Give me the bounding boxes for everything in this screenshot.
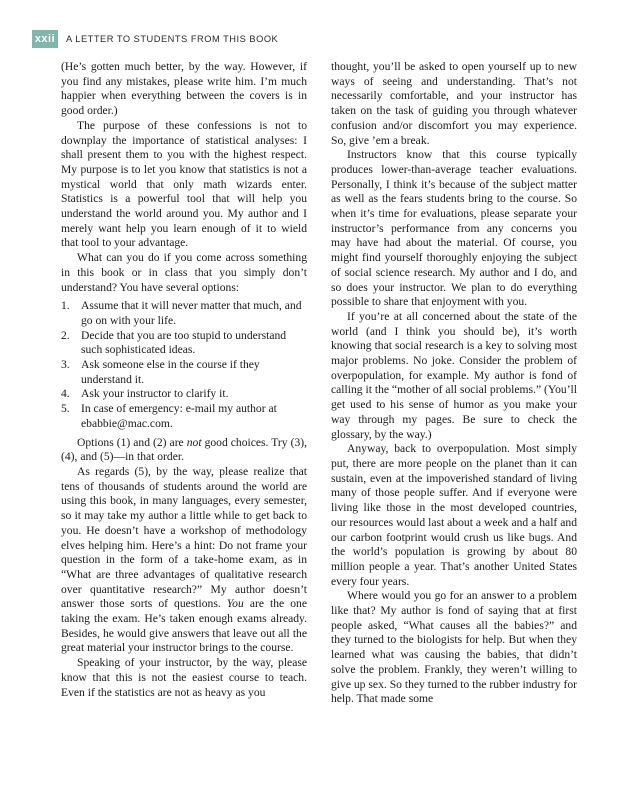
list-item-text: In case of emergency: e-mail my author at ebabbie@mac.com. bbox=[81, 402, 277, 430]
list-item-number: 3. bbox=[61, 358, 70, 372]
list-item-text: Ask your instructor to clarify it. bbox=[81, 387, 229, 401]
text-run: good choices. Try (3), (4), and (5)—in that order. bbox=[61, 435, 308, 464]
paragraph: Speaking of your instructor, by the way, please know that this is not the easiest course to teach. Even if the statistics are not as heavy as you bbox=[61, 656, 307, 699]
options-list bbox=[61, 299, 307, 431]
list-item-number: 4. bbox=[61, 387, 70, 401]
left-column bbox=[61, 60, 307, 700]
page-header bbox=[32, 30, 278, 48]
paragraph: (He’s gotten much better, by the way. However, if you find any mistakes, please write him. I’m much happier when everything between the covers is in good order.) bbox=[61, 60, 307, 118]
list-item-text: Decide that you are too stupid to understand such sophisticated ideas. bbox=[81, 328, 287, 357]
paragraph: What can you do if you come across something in this book or in class that you simply don’t understand? You have several options: bbox=[61, 251, 307, 294]
emphasis: You bbox=[226, 597, 244, 611]
list-item bbox=[61, 329, 307, 358]
list-item-number: 1. bbox=[61, 299, 70, 313]
text-run: Options (1) and (2) are bbox=[77, 435, 187, 449]
list-item-number: 2. bbox=[61, 328, 70, 342]
paragraph bbox=[61, 436, 307, 465]
list-item bbox=[61, 299, 307, 328]
text-run: are the one taking the exam. He’s taken enough exams already. Besides, he would give answers that leave out all the great material your instructor brings to the course. bbox=[61, 597, 307, 655]
list-item-text: Assume that it will never matter that much, and go on with your life. bbox=[81, 299, 302, 327]
paragraph: Anyway, back to overpopulation. Most simply put, there are more people on the planet than it can sustain, even at the impoverished standard of living many of those people suffer. And if everyone were living like those in the most developed countries, our resources would last about a week and a half and our carbon footprint would crush us like bugs. And the world’s population is growing by about 80 million people a year. That’s another United States every four years. bbox=[331, 442, 577, 588]
running-head: A LETTER TO STUDENTS FROM THIS BOOK bbox=[66, 34, 279, 44]
paragraph bbox=[61, 465, 307, 656]
paragraph: thought, you’ll be asked to open yourself up to new ways of seeing and understanding. That’s not necessarily comfortable, and your instructor has taken on the task of guiding you through whatever confusion and/or discomfort you may experience. So, give ’em a break. bbox=[331, 60, 577, 147]
list-item bbox=[61, 402, 307, 431]
list-item bbox=[61, 358, 307, 387]
emphasis: not bbox=[186, 435, 202, 449]
paragraph: Instructors know that this course typically produces lower-than-average teacher evaluations. Personally, I think it’s because of the subject matter as well as the fears students bring to the course. So when it’s time for evaluations, please separate your instructor’s performance from any concerns you may have had about the material. Of course, you might find yourself thoroughly enjoying the subject of social science research. My author and I do, and so does your instructor. We plan to do everything possible to share that enjoyment with you. bbox=[331, 148, 577, 309]
list-item-text: Ask someone else in the course if they understand it. bbox=[81, 358, 260, 386]
right-column bbox=[331, 60, 577, 707]
paragraph: Where would you go for an answer to a problem like that? My author is fond of saying that at first people asked, “What causes all the babies?” and they turned to the biologists for help. But when they learned what was causing the babies, that didn’t solve the problem. Frankly, they weren’t willing to give up sex. So they turned to the rubber industry for help. That made some bbox=[331, 589, 577, 706]
text-run: As regards (5), by the way, please realize that tens of thousands of students around the world are using this book, in many languages, every semester, so it may take my author a little while to get back to you. He doesn’t have a workshop of methodology elves helping him. Here’s a hint: Do not frame your question in the form of a take-home exam, as in “What are three advantages of qualitative research over quantitative research?” My author doesn’t answer those sorts of questions. bbox=[61, 464, 307, 611]
paragraph: If you’re at all concerned about the state of the world (and I think you should be), it’s worth knowing that social research is a key to solving most major problems. No joke. Consider the problem of overpopulation, for example. My author is fond of calling it the “mother of all social problems.” (You’ll get used to his sense of humor as you make your way through my pages. Be sure to check the glossary, by the way.) bbox=[331, 309, 577, 441]
list-item bbox=[61, 387, 307, 402]
page-number: xxii bbox=[32, 30, 58, 48]
list-item-number: 5. bbox=[61, 402, 70, 416]
paragraph: The purpose of these confessions is not to downplay the importance of statistical analyses: I shall present them to you with the highest respect. My purpose is to let you know that statistics is not a mystical world that only math wizards enter. Statistics is a powerful tool that will help you understand the world around you. My author and I merely want help you learn enough of it to wield that tool to your advantage. bbox=[61, 118, 307, 250]
